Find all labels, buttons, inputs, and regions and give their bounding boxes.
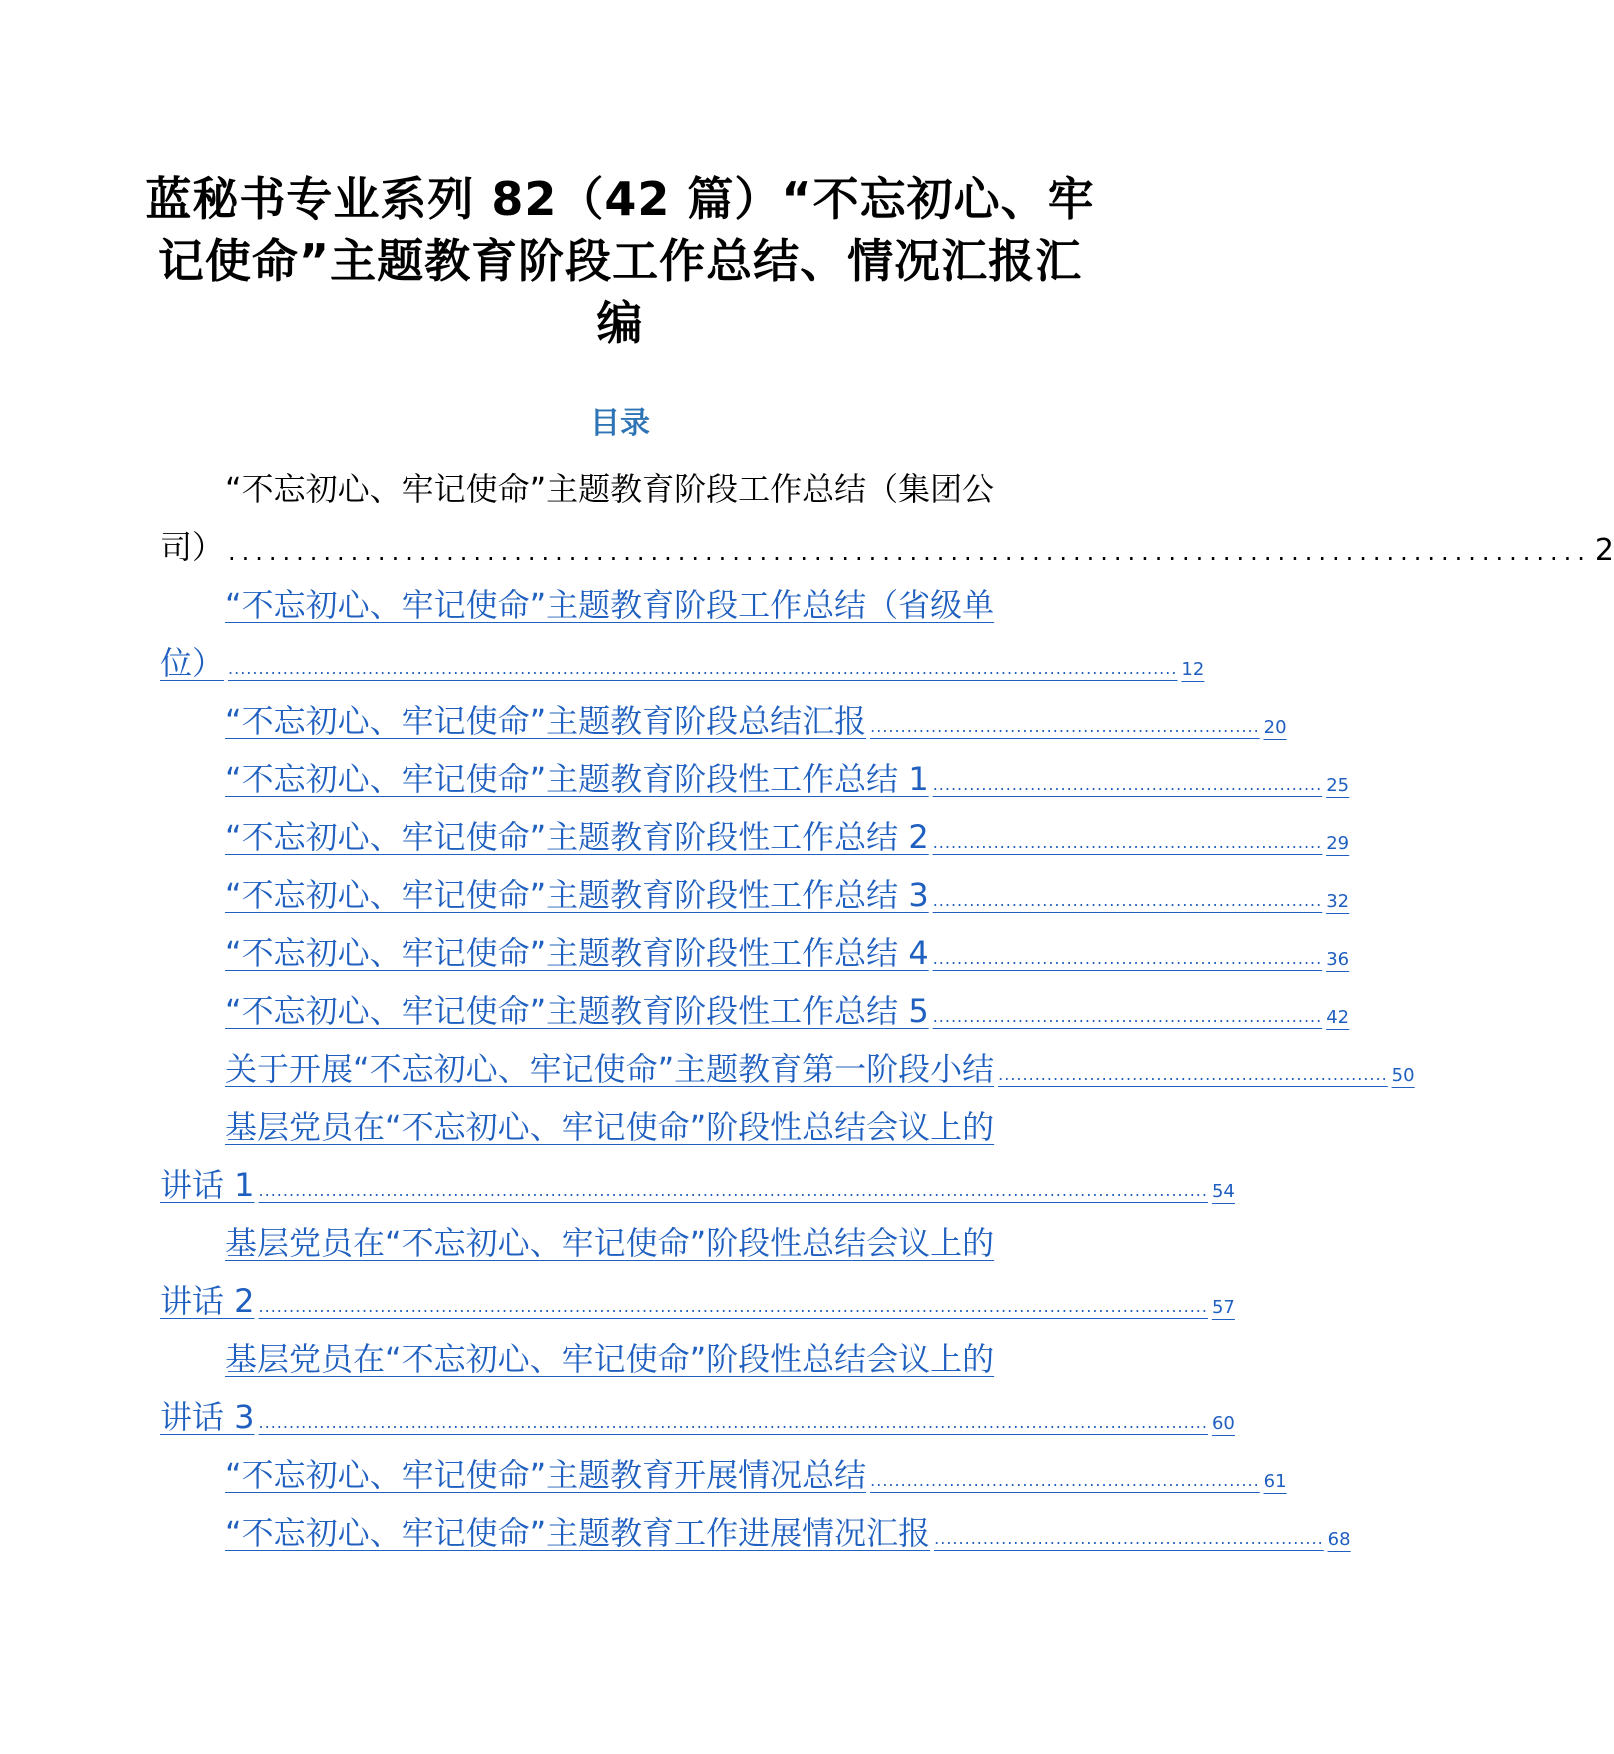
toc-entry-title-cont: 讲话 1 — [160, 1166, 255, 1204]
toc-entry-link[interactable] — [160, 742, 1350, 800]
toc-entry-page: 61 — [1263, 1471, 1287, 1492]
toc-entry-link[interactable] — [160, 858, 1350, 916]
toc-entry-link[interactable] — [160, 916, 1350, 974]
dot-leader: ................................................................ — [932, 949, 1323, 968]
toc-entry-title: 基层党员在“不忘初心、牢记使命”阶段性总结会议上的 — [225, 1108, 995, 1146]
toc-entry-link[interactable] — [160, 1206, 1235, 1322]
toc-entry-page: 60 — [1211, 1413, 1235, 1434]
toc-entry-title: “不忘初心、牢记使命”主题教育阶段性工作总结 5 — [225, 992, 929, 1030]
toc-entry-title-cont: 讲话 2 — [160, 1282, 255, 1320]
table-of-contents — [160, 452, 1614, 1554]
toc-entry-page: 42 — [1326, 1007, 1350, 1028]
title-line-1: 蓝秘书专业系列 82（42 篇）“不忘初心、牢 — [145, 172, 1095, 226]
dot-leader: .................................................................................................... — [228, 538, 1591, 566]
toc-entry-title: “不忘初心、牢记使命”主题教育阶段工作总结（集团公 — [225, 470, 995, 508]
dot-leader: ................................................................ — [932, 833, 1323, 852]
toc-entry-page: 25 — [1326, 775, 1350, 796]
dot-leader: ................................................................ — [870, 717, 1260, 736]
toc-entry-title: “不忘初心、牢记使命”主题教育阶段工作总结（省级单 — [225, 586, 995, 624]
toc-heading: 目录 — [590, 406, 650, 441]
toc-entry-page: 2 — [1594, 533, 1614, 568]
dot-leader: ............................................................................................................................................................ — [258, 1297, 1208, 1316]
title-line-3: 编 — [596, 296, 644, 350]
title-line-2: 记使命”主题教育阶段工作总结、情况汇报汇 — [157, 234, 1083, 288]
toc-entry-title: “不忘初心、牢记使命”主题教育工作进展情况汇报 — [225, 1514, 931, 1552]
toc-entry-page: 32 — [1326, 891, 1350, 912]
toc-entry-page: 54 — [1211, 1181, 1235, 1202]
dot-leader: ............................................................................................................................................................ — [228, 659, 1178, 678]
toc-entry-title-cont: 位） — [160, 644, 225, 682]
toc-entry-title: 基层党员在“不忘初心、牢记使命”阶段性总结会议上的 — [225, 1340, 995, 1378]
toc-entry-title: 基层党员在“不忘初心、牢记使命”阶段性总结会议上的 — [225, 1224, 995, 1262]
dot-leader: ................................................................ — [998, 1065, 1388, 1084]
toc-entry-title: “不忘初心、牢记使命”主题教育阶段性工作总结 3 — [225, 876, 929, 914]
dot-leader: ................................................................ — [934, 1529, 1324, 1548]
toc-entry-link[interactable] — [160, 1032, 1415, 1090]
toc-entry-title: “不忘初心、牢记使命”主题教育阶段性工作总结 2 — [225, 818, 929, 856]
toc-entry-page: 29 — [1326, 833, 1350, 854]
dot-leader: ................................................................ — [932, 1007, 1323, 1026]
toc-entry-page: 50 — [1391, 1065, 1415, 1086]
toc-entry-title: “不忘初心、牢记使命”主题教育开展情况总结 — [225, 1456, 867, 1494]
dot-leader: ................................................................ — [870, 1471, 1260, 1490]
toc-entry-page: 12 — [1181, 659, 1205, 680]
document-title — [140, 168, 1100, 354]
toc-entry-page: 20 — [1263, 717, 1287, 738]
toc-entry-title: 关于开展“不忘初心、牢记使命”主题教育第一阶段小结 — [225, 1050, 995, 1088]
dot-leader: ................................................................ — [932, 891, 1323, 910]
toc-entry-link[interactable] — [160, 1322, 1235, 1438]
toc-entry-title: “不忘初心、牢记使命”主题教育阶段性工作总结 1 — [225, 760, 929, 798]
toc-entry-link[interactable] — [160, 800, 1350, 858]
dot-leader: ............................................................................................................................................................ — [258, 1181, 1208, 1200]
toc-entry-link[interactable] — [160, 684, 1287, 742]
toc-entry-page: 68 — [1327, 1529, 1351, 1550]
toc-entry[interactable] — [160, 452, 1614, 568]
toc-entry-title: “不忘初心、牢记使命”主题教育阶段总结汇报 — [225, 702, 867, 740]
toc-entry-title-cont: 讲话 3 — [160, 1398, 255, 1436]
toc-entry-link[interactable] — [160, 1090, 1235, 1206]
toc-entry-title-cont: 司） — [160, 528, 225, 566]
toc-entry-title: “不忘初心、牢记使命”主题教育阶段性工作总结 4 — [225, 934, 929, 972]
dot-leader: ............................................................................................................................................................ — [258, 1413, 1208, 1432]
dot-leader: ................................................................ — [932, 775, 1323, 794]
toc-entry-link[interactable] — [160, 1496, 1351, 1554]
toc-entry-link[interactable] — [160, 974, 1350, 1032]
toc-entry-link[interactable] — [160, 1438, 1287, 1496]
toc-entry-link[interactable] — [160, 568, 1205, 684]
toc-entry-page: 57 — [1211, 1297, 1235, 1318]
toc-entry-page: 36 — [1326, 949, 1350, 970]
